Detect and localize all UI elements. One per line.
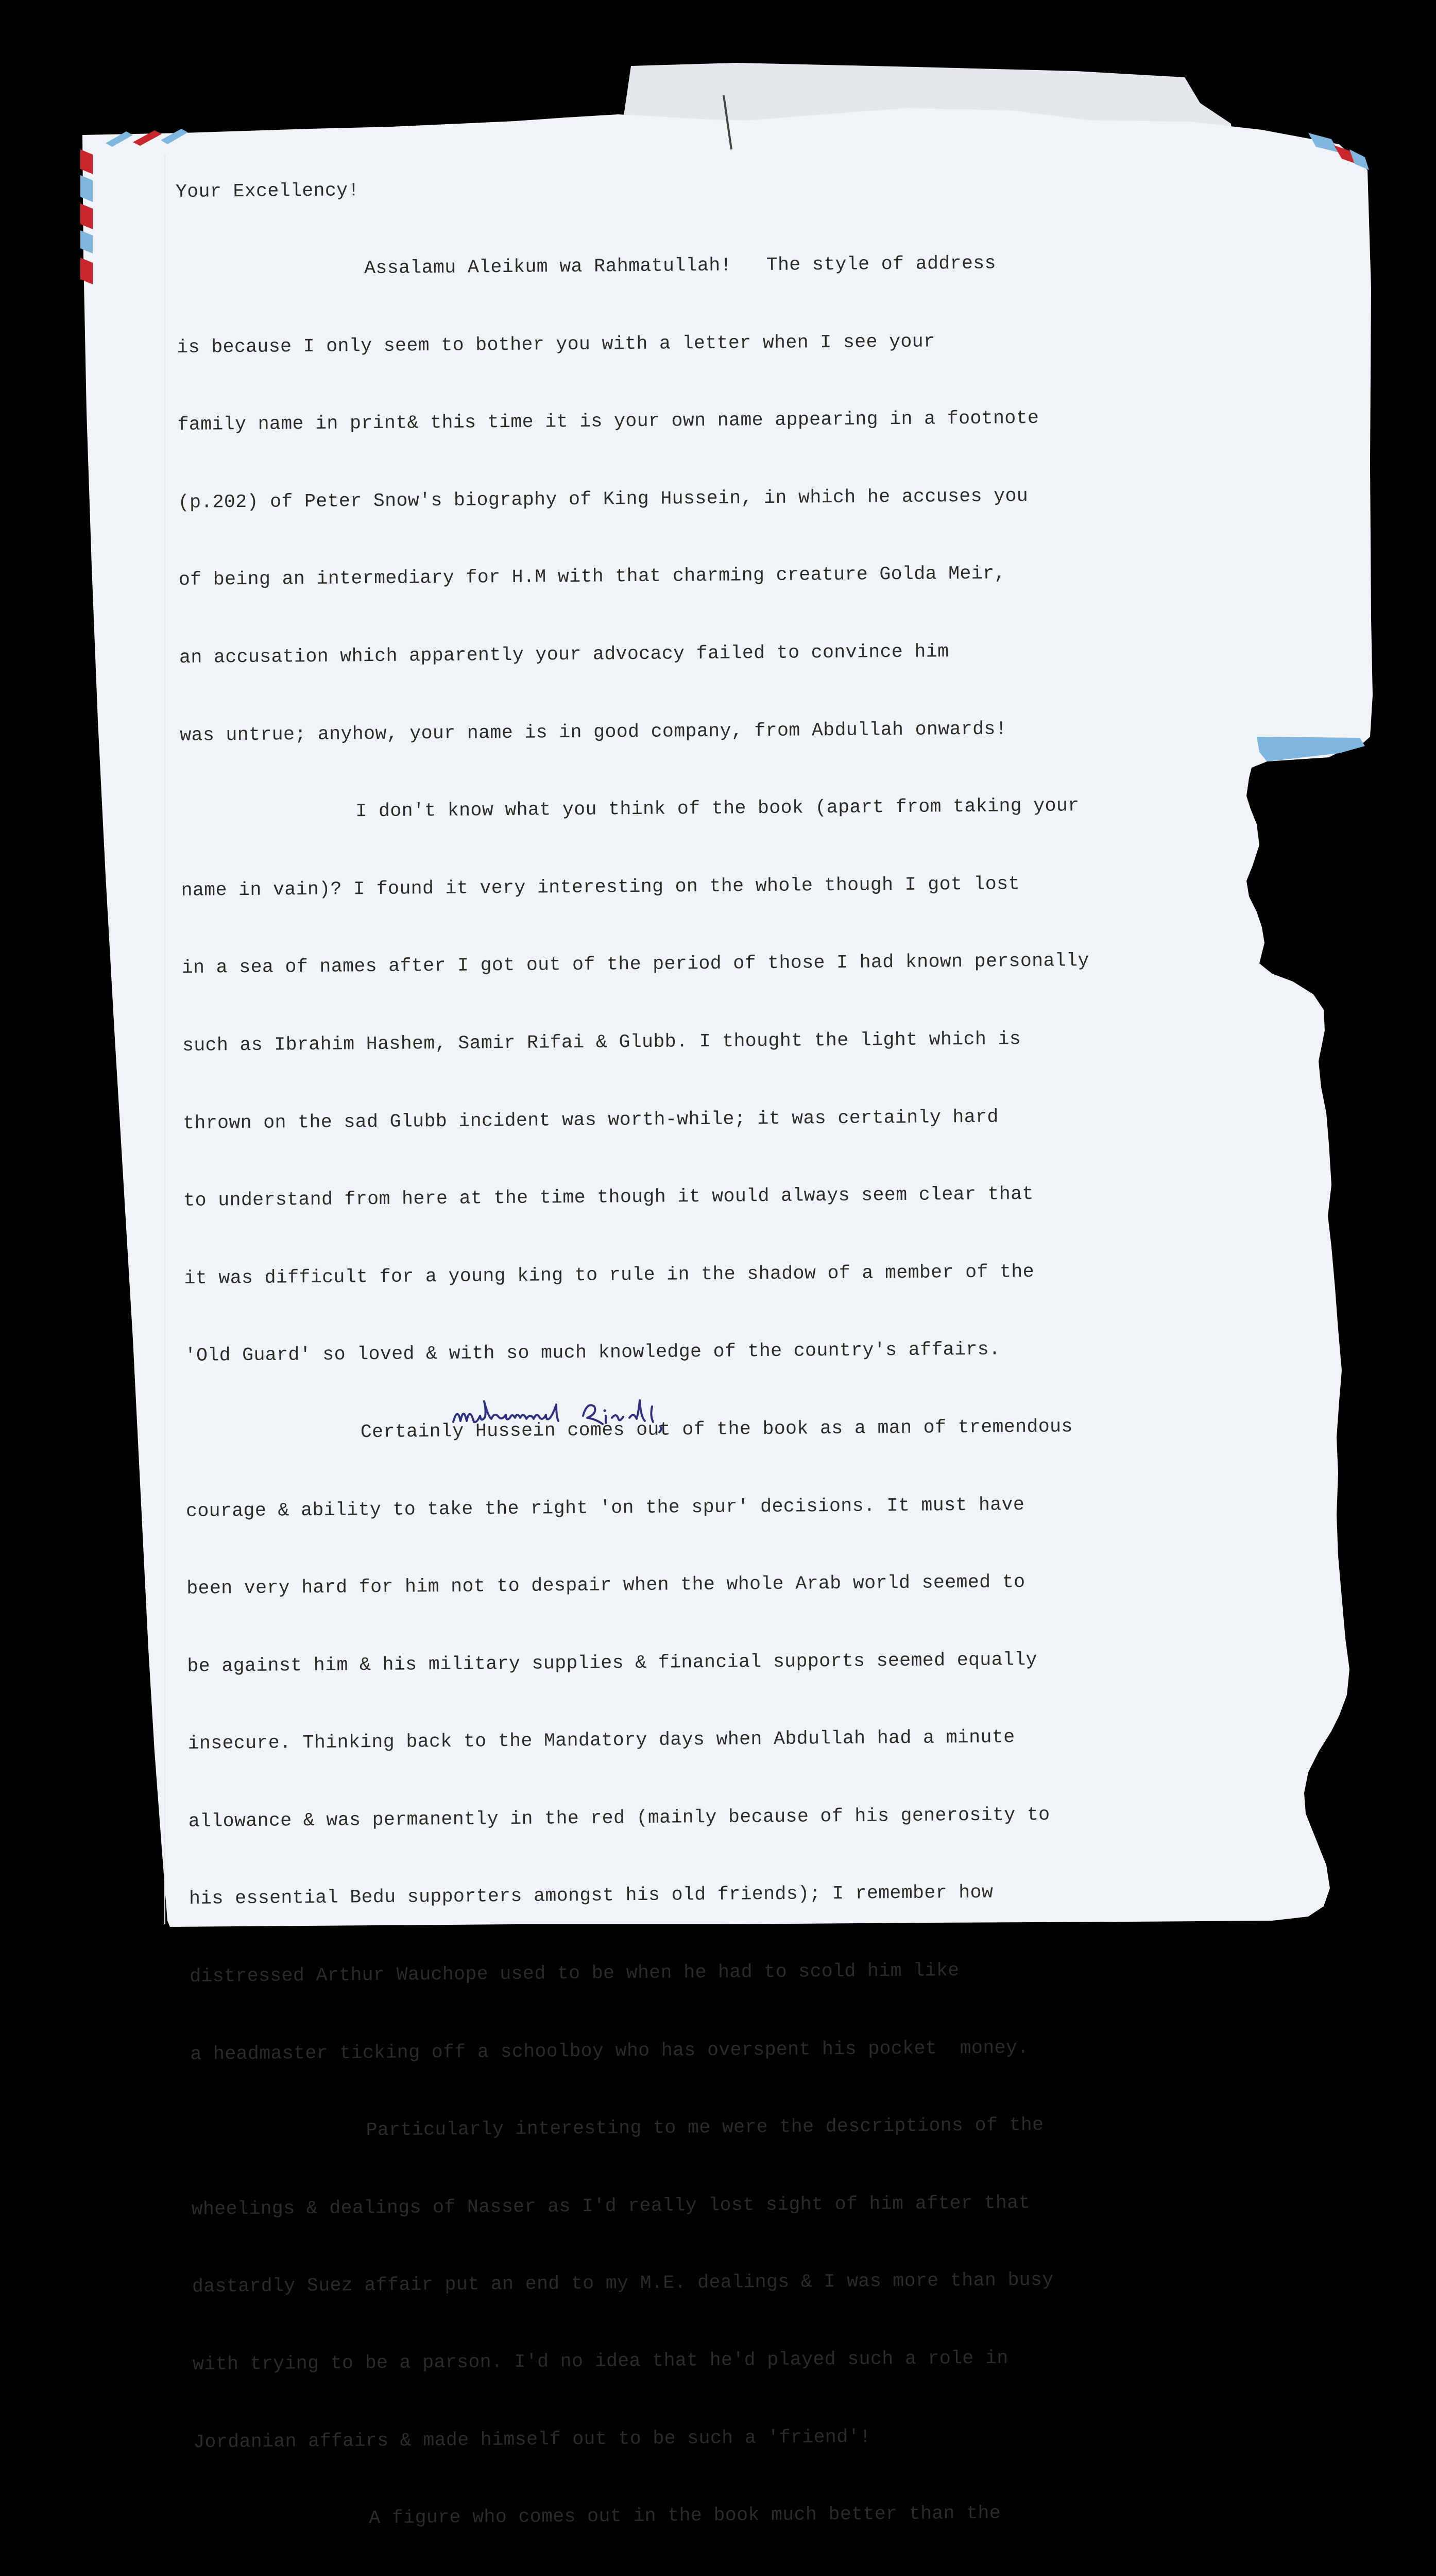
text-line: was untrue; anyhow, your name is in good company, from Abdullah onwards! bbox=[180, 718, 1007, 746]
text-line: in a sea of names after I got out of the period of those I had known personally bbox=[181, 950, 1089, 979]
letter-body bbox=[175, 118, 1364, 2576]
text-line: is because I only seem to bother you with a letter when I see your bbox=[177, 331, 935, 358]
text-line: A figure who comes out in the book much better than the bbox=[369, 2502, 1001, 2529]
text-line: distressed Arthur Wauchope used to be when he had to scold him like bbox=[190, 1960, 960, 1987]
text-line: an accusation which apparently your advocacy failed to convince him bbox=[179, 641, 949, 668]
text-line: (p.202) of Peter Snow's biography of King Hussein, in which he accuses you bbox=[178, 485, 1029, 513]
text-line: been very hard for him not to despair when the whole Arab world seemed to bbox=[186, 1571, 1025, 1600]
text-line: I don't know what you think of the book (apart from taking your bbox=[355, 795, 1080, 822]
text-line: it was difficult for a young king to rule in the shadow of a member of the bbox=[184, 1261, 1035, 1289]
airmail-border-left bbox=[80, 149, 93, 284]
text-line: insecure. Thinking back to the Mandatory days when Abdullah had a minute bbox=[187, 1726, 1015, 1755]
text-line: with trying to be a parson. I'd no idea that he'd played such a role in bbox=[192, 2347, 1008, 2375]
text-line: to understand from here at the time though it would always seem clear that bbox=[183, 1183, 1034, 1212]
text-line: Assalamu Aleikum wa Rahmatullah! The style of address bbox=[364, 252, 996, 279]
text-line: allowance & was permanently in the red (mainly because of his generosity to bbox=[188, 1804, 1050, 1832]
text-line: his essential Bedu supporters amongst his old friends); I remember how bbox=[189, 1882, 994, 1910]
text-line: wheelings & dealings of Nasser as I'd really lost sight of him after that bbox=[191, 2192, 1031, 2220]
text-line: thrown on the sad Glubb incident was worth-while; it was certainly hard bbox=[183, 1106, 999, 1134]
text-line: Particularly interesting to me were the descriptions of the bbox=[366, 2114, 1044, 2141]
text-line: Certainly Hussein comes out of the book as a man of tremendous bbox=[360, 1416, 1073, 1443]
text-line: family name in print& this time it is your own name appearing in a footnote bbox=[177, 408, 1039, 436]
text-line: courage & ability to take the right 'on the spur' decisions. It must have bbox=[185, 1494, 1025, 1522]
text-line: 'Old Guard' so loved & with so much knowledge of the country's affairs. bbox=[184, 1338, 1001, 1367]
text-line: of being an intermediary for H.M with that charming creature Golda Meir, bbox=[178, 563, 1006, 591]
handwritten-signature bbox=[448, 1391, 716, 1448]
text-line: Jordanian affairs & made himself out to be such a 'friend'! bbox=[193, 2426, 871, 2453]
text-line: be against him & his military supplies & financial supports seemed equally bbox=[187, 1649, 1038, 1677]
text-line: name in vain)? I found it very interesting on the whole though I got lost bbox=[181, 873, 1020, 901]
text-line: dastardly Suez affair put an end to my M.E. dealings & I was more than busy bbox=[192, 2269, 1054, 2298]
salutation: Your Excellency! bbox=[175, 180, 360, 203]
text-line: such as Ibrahim Hashem, Samir Rifai & Glubb. I thought the light which is bbox=[182, 1028, 1021, 1056]
text-line: a headmaster ticking off a schoolboy who has overspent his pocket money. bbox=[190, 2037, 1029, 2065]
